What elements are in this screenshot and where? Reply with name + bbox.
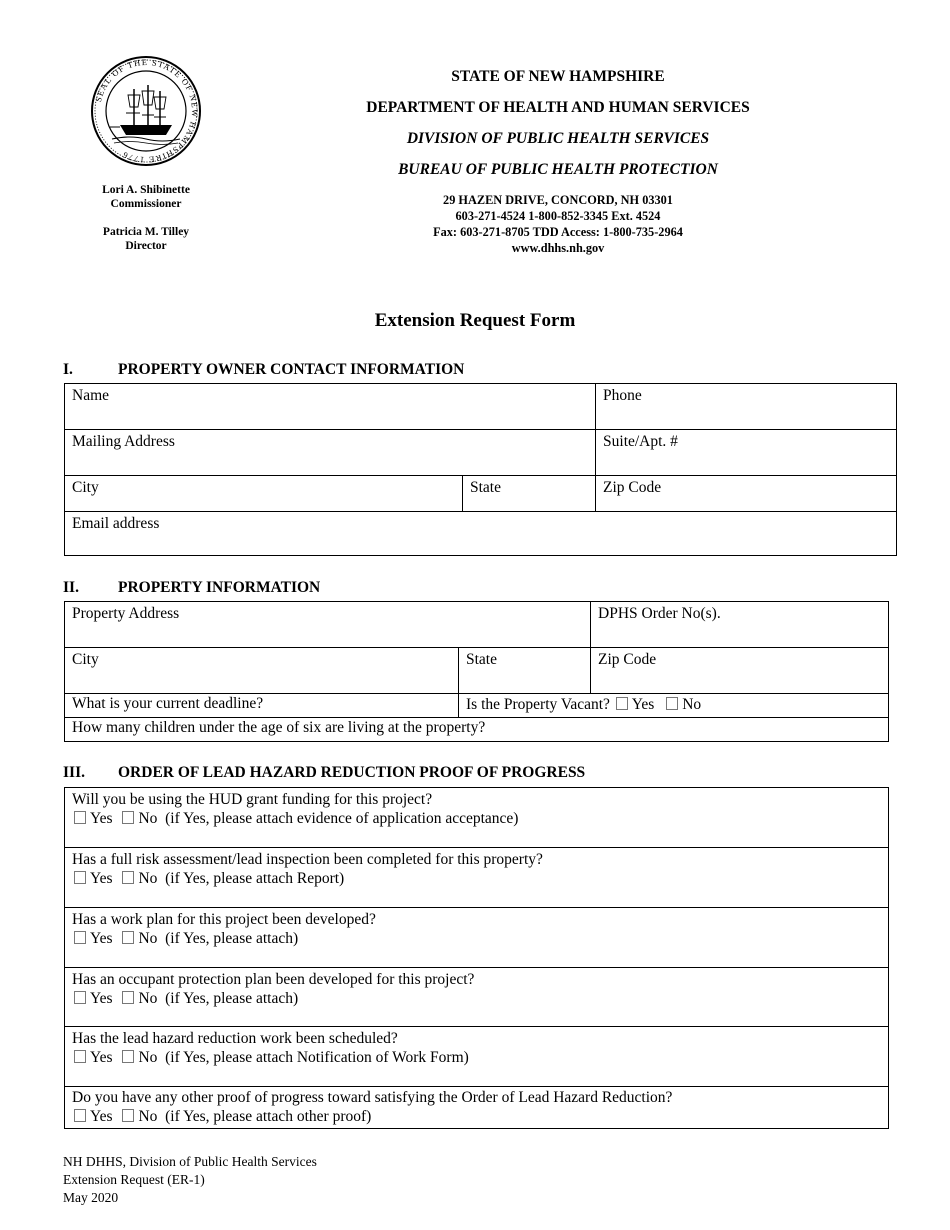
section-3-title: ORDER OF LEAD HAZARD REDUCTION PROOF OF PROGRESS — [118, 764, 586, 781]
owner-mailing-address-field[interactable] — [65, 430, 596, 476]
division-name: DIVISION OF PUBLIC HEALTH SERVICES — [406, 130, 710, 147]
proof-3-no-checkbox[interactable] — [122, 931, 134, 944]
owner-city-label: City — [72, 479, 99, 496]
proof-5-yes-checkbox[interactable] — [74, 1050, 86, 1063]
proof-1-no-label: No — [138, 810, 158, 827]
section-3-heading — [63, 764, 585, 782]
proof-5-no-label: No — [138, 1049, 158, 1066]
proof-5-no-checkbox[interactable] — [122, 1050, 134, 1063]
section-2-heading — [63, 579, 320, 597]
proof-row-3 — [65, 908, 889, 968]
owner-email-label: Email address — [72, 515, 160, 532]
agency-phones: 603-271-4524 1-800-852-3345 Ext. 4524 — [455, 209, 661, 223]
department-name: DEPARTMENT OF HEALTH AND HUMAN SERVICES — [366, 99, 750, 116]
proof-row-5 — [65, 1027, 889, 1087]
vacant-question: Is the Property Vacant? — [466, 696, 610, 713]
owner-contact-table — [64, 383, 897, 556]
proof-3-no-label: No — [138, 930, 158, 947]
proof-question-6: Do you have any other proof of progress toward satisfying the Order of Lead Hazard Reduction? — [72, 1089, 673, 1106]
proof-2-yes-label: Yes — [90, 870, 113, 887]
owner-suite-label: Suite/Apt. # — [603, 433, 678, 450]
owner-zip-label: Zip Code — [603, 479, 662, 496]
owner-name-label: Name — [72, 387, 110, 404]
proof-4-no-label: No — [138, 990, 158, 1007]
proof-question-5: Has the lead hazard reduction work been scheduled? — [72, 1030, 398, 1047]
proof-1-yes-checkbox[interactable] — [74, 811, 86, 824]
seal-lettering: SEAL OF THE STATE OF NEW HAMPSHIRE 1776 — [92, 56, 201, 166]
proof-4-yes-label: Yes — [90, 990, 113, 1007]
property-zip-label: Zip Code — [598, 651, 657, 668]
director-title: Director — [125, 240, 167, 252]
property-info-table — [64, 601, 889, 742]
state-seal — [90, 55, 202, 167]
proof-row-1 — [65, 788, 889, 848]
section-2-number: II. — [63, 579, 79, 596]
footer-agency: NH DHHS, Division of Public Health Services — [63, 1154, 317, 1169]
children-label: How many children under the age of six are living at the property? — [72, 719, 486, 736]
section-1-title: PROPERTY OWNER CONTACT INFORMATION — [118, 361, 465, 378]
owner-phone-label: Phone — [603, 387, 642, 404]
proof-1-no-checkbox[interactable] — [122, 811, 134, 824]
proof-4-no-checkbox[interactable] — [122, 991, 134, 1004]
vacant-yes-checkbox[interactable] — [616, 697, 628, 710]
proof-note-4: (if Yes, please attach) — [165, 990, 299, 1007]
owner-state-label: State — [470, 479, 501, 496]
vacant-yes-label: Yes — [631, 696, 655, 713]
proof-3-yes-checkbox[interactable] — [74, 931, 86, 944]
property-state-field[interactable] — [459, 648, 591, 694]
proof-of-progress-table — [64, 787, 889, 1129]
proof-question-1: Will you be using the HUD grant funding for this project? — [72, 791, 433, 808]
owner-city-field[interactable] — [65, 476, 463, 512]
proof-row-2 — [65, 848, 889, 908]
bureau-name: BUREAU OF PUBLIC HEALTH PROTECTION — [398, 161, 718, 178]
proof-6-no-checkbox[interactable] — [122, 1109, 134, 1122]
proof-6-yes-label: Yes — [90, 1108, 113, 1125]
proof-note-6: (if Yes, please attach other proof) — [165, 1108, 372, 1125]
order-number-field[interactable] — [591, 602, 889, 648]
owner-suite-field[interactable] — [596, 430, 897, 476]
proof-1-yes-label: Yes — [90, 810, 113, 827]
property-zip-field[interactable] — [591, 648, 889, 694]
proof-6-no-label: No — [138, 1108, 158, 1125]
proof-5-yes-label: Yes — [90, 1049, 113, 1066]
deadline-label: What is your current deadline? — [72, 695, 264, 712]
vacant-no-checkbox[interactable] — [666, 697, 678, 710]
proof-note-1: (if Yes, please attach evidence of application acceptance) — [165, 810, 519, 827]
proof-question-2: Has a full risk assessment/lead inspection been completed for this property? — [72, 851, 543, 868]
owner-state-field[interactable] — [463, 476, 596, 512]
proof-4-yes-checkbox[interactable] — [74, 991, 86, 1004]
vacant-field — [459, 694, 889, 718]
proof-question-4: Has an occupant protection plan been developed for this project? — [72, 971, 475, 988]
proof-2-yes-checkbox[interactable] — [74, 871, 86, 884]
property-state-label: State — [466, 651, 497, 668]
owner-phone-field[interactable] — [596, 384, 897, 430]
agency-contact — [330, 192, 786, 256]
proof-row-6 — [65, 1087, 889, 1129]
state-name: STATE OF NEW HAMPSHIRE — [451, 68, 665, 85]
proof-note-5: (if Yes, please attach Notification of Work Form) — [165, 1049, 469, 1066]
owner-zip-field[interactable] — [596, 476, 897, 512]
agency-fax-tdd: Fax: 603-271-8705 TDD Access: 1-800-735-2964 — [433, 225, 683, 239]
property-address-label: Property Address — [72, 605, 180, 622]
proof-2-no-checkbox[interactable] — [122, 871, 134, 884]
director-name: Patricia M. Tilley — [102, 226, 190, 238]
property-city-label: City — [72, 651, 99, 668]
section-1-heading — [63, 361, 464, 379]
owner-email-field[interactable] — [65, 512, 897, 556]
property-address-field[interactable] — [65, 602, 591, 648]
section-3-number: III. — [63, 764, 85, 781]
owner-mailing-address-label: Mailing Address — [72, 433, 175, 450]
commissioner-name: Lori A. Shibinette — [102, 184, 190, 196]
children-field[interactable] — [65, 718, 889, 742]
property-city-field[interactable] — [65, 648, 459, 694]
proof-2-no-label: No — [138, 870, 158, 887]
section-2-title: PROPERTY INFORMATION — [118, 579, 321, 596]
proof-3-yes-label: Yes — [90, 930, 113, 947]
form-title: Extension Request Form — [374, 310, 576, 331]
agency-website[interactable]: www.dhhs.nh.gov — [511, 241, 605, 255]
document-footer — [63, 1153, 317, 1207]
proof-row-4 — [65, 968, 889, 1027]
footer-form-id: Extension Request (ER-1) — [63, 1172, 205, 1187]
footer-date: May 2020 — [63, 1190, 119, 1205]
proof-6-yes-checkbox[interactable] — [74, 1109, 86, 1122]
agency-header — [330, 67, 786, 256]
proof-note-2: (if Yes, please attach Report) — [165, 870, 345, 887]
section-1-number: I. — [63, 361, 73, 378]
order-number-label: DPHS Order No(s). — [598, 605, 721, 622]
vacant-no-label: No — [682, 696, 702, 713]
officials-block — [60, 183, 232, 253]
agency-address: 29 HAZEN DRIVE, CONCORD, NH 03301 — [443, 193, 673, 207]
owner-name-field[interactable] — [65, 384, 596, 430]
deadline-field[interactable] — [65, 694, 459, 718]
proof-note-3: (if Yes, please attach) — [165, 930, 299, 947]
proof-question-3: Has a work plan for this project been developed? — [72, 911, 376, 928]
commissioner-title: Commissioner — [110, 198, 182, 210]
